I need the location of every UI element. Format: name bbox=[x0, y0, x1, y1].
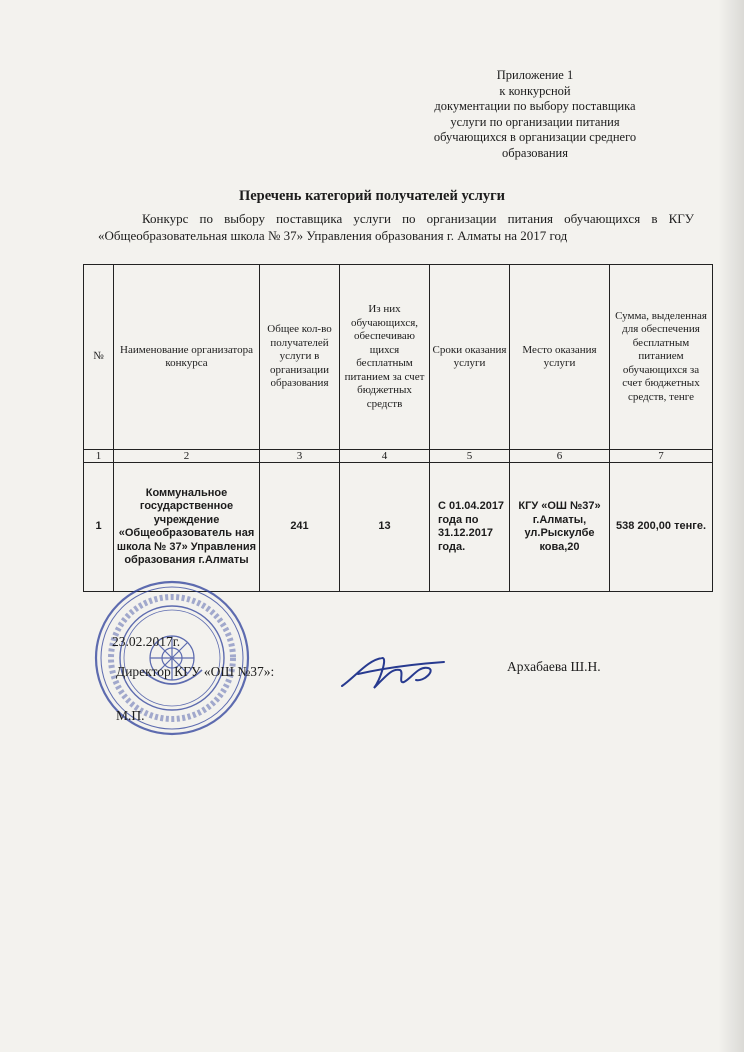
column-number: 5 bbox=[430, 450, 510, 463]
column-number: 4 bbox=[340, 450, 430, 463]
cell-total-recipients: 241 bbox=[260, 463, 340, 592]
cell-place: КГУ «ОШ №37» г.Алматы, ул.Рыскулбе кова,20 bbox=[510, 463, 610, 592]
appendix-line: к конкурсной bbox=[499, 83, 571, 98]
document-date: 23.02.2017г. bbox=[112, 634, 181, 649]
seal-mark: М.П. bbox=[116, 708, 145, 723]
header-organizer: Наименование организатора конкурса bbox=[114, 265, 260, 450]
cell-period: С 01.04.2017 года по 31.12.2017 года. bbox=[430, 463, 510, 592]
appendix-line: документации по выбору поставщика bbox=[434, 99, 636, 113]
column-number: 6 bbox=[510, 450, 610, 463]
header-total-recipients: Общее кол-во получателей услуги в организации образования bbox=[260, 265, 340, 450]
header-number: № bbox=[84, 265, 114, 450]
cell-number: 1 bbox=[84, 463, 114, 592]
header-period: Сроки оказания услуги bbox=[430, 265, 510, 450]
intro-paragraph: Конкурс по выбору поставщика услуги по организации питания обучающихся в КГУ «Общеобразовательная школа № 37» Управления образования г. Алматы на 2017 год bbox=[98, 211, 694, 243]
director-label: Директор КГУ «ОШ №37»: bbox=[116, 664, 275, 679]
table-header-row bbox=[84, 265, 713, 450]
column-number: 2 bbox=[114, 450, 260, 463]
appendix-line: обучающихся в организации среднего bbox=[433, 130, 637, 144]
services-table bbox=[83, 264, 713, 592]
appendix-line: услуги по организации питания bbox=[450, 114, 620, 129]
director-name: Архабаева Ш.Н. bbox=[507, 659, 601, 674]
column-number: 1 bbox=[84, 450, 114, 463]
header-place: Место оказания услуги bbox=[510, 265, 610, 450]
appendix-line: Приложение 1 bbox=[496, 68, 574, 82]
header-free-meals: Из них обучающихся, обеспечиваю щихся бесплатным питанием за счет бюджетных средств bbox=[340, 265, 430, 450]
cell-free-meals: 13 bbox=[340, 463, 430, 592]
column-number: 7 bbox=[610, 450, 713, 463]
appendix-header bbox=[390, 68, 680, 161]
document-title: Перечень категорий получателей услуги bbox=[238, 188, 506, 204]
appendix-line: образования bbox=[502, 145, 568, 160]
scan-shadow bbox=[718, 0, 744, 1052]
director-signature bbox=[338, 650, 448, 696]
column-number: 3 bbox=[260, 450, 340, 463]
table-row bbox=[84, 463, 713, 592]
column-number-row bbox=[84, 450, 713, 463]
cell-organizer: Коммунальное государственное учреждение «Общеобразователь ная школа № 37» Управления образования г.Алматы bbox=[114, 463, 260, 592]
header-amount: Сумма, выделенная для обеспечения бесплатным питанием обучающихся за счет бюджетных средств, тенге bbox=[610, 265, 713, 450]
cell-amount: 538 200,00 тенге. bbox=[610, 463, 713, 592]
